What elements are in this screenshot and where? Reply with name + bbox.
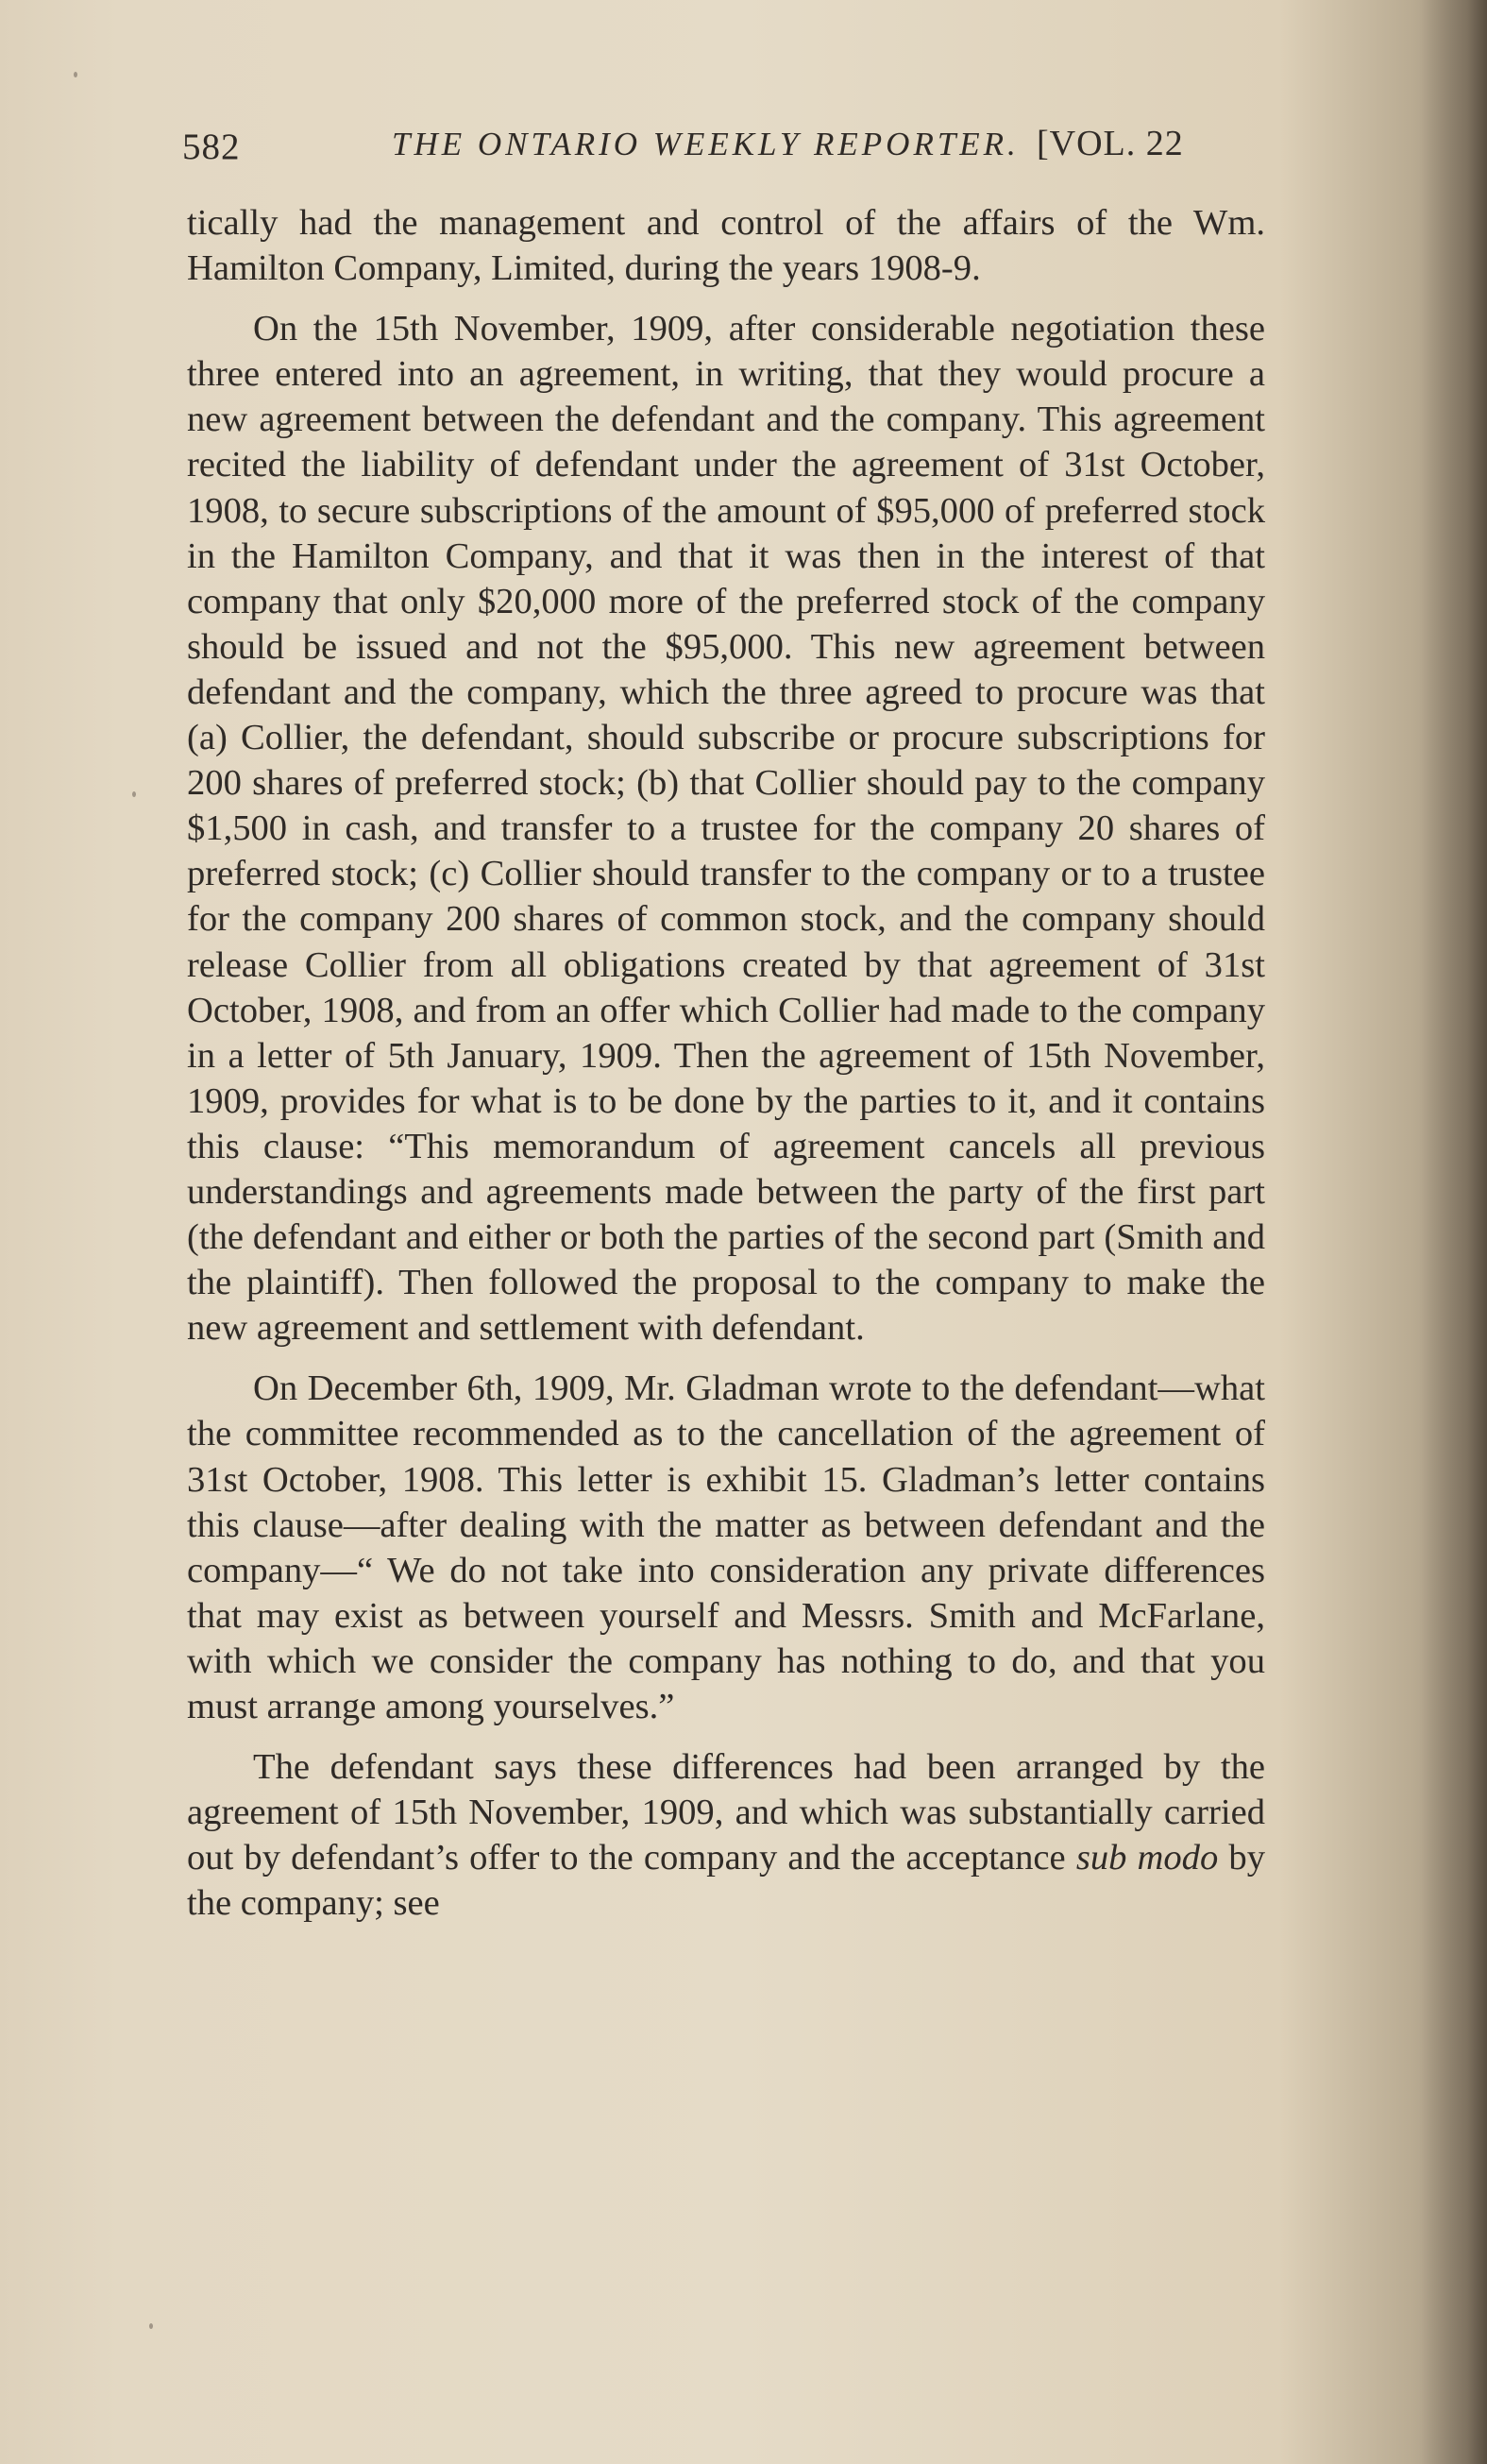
ink-speck [132, 791, 136, 797]
paragraph: On the 15th November, 1909, after considerable negotiation these three entered into an agreement, in writing, that they would procure a new agreement between the defendant and the company. This agreement recited the liability of defendant under the agreement of 31st October, 1908, to secure subscriptions of the amount of $95,000 of preferred stock in the Hamilton Company, and that it was then in the interest of that company that only $20,000 more of the preferred stock of the company should be issued and not the $95,000. This new agreement between defendant and the company, which the three agreed to procure was that (a) Collier, the defendant, should subscribe or procure subscriptions for 200 shares of preferred stock; (b) that Collier should pay to the company $1,500 in cash, and transfer to a trustee for the company 20 shares of preferred stock; (c) Collier should transfer to the company or to a trustee for the company 200 shares of common stock, and the company should release Collier from all obligations created by that agreement of 31st October, 1908, and from an offer which Collier had made to the company in a letter of 5th January, 1909. Then the agreement of 15th November, 1909, provides for what is to be done by the parties to it, and it contains this clause: “This memorandum of agreement cancels all previous understandings and agreements made between the party of the first part (the defendant and either or both the parties of the second part (Smith and the plaintiff). Then followed the proposal to the company to make the new agreement and settlement with defendant. [187, 309, 1265, 1349]
ink-speck [74, 72, 77, 77]
paragraph [187, 1744, 1265, 1926]
page-number: 582 [182, 127, 241, 167]
italic-phrase: sub modo [1075, 1838, 1219, 1878]
running-title: THE ONTARIO WEEKLY REPORTER. [392, 126, 1020, 162]
paragraph-text: by the company; see [187, 1838, 1265, 1924]
ink-speck [149, 2323, 153, 2329]
paragraph-text: The defendant says these differences had been arranged by the agreement of 15th November, 1909, and which was substantially carried out by defendant’s offer to the company and the acceptance [187, 1747, 1265, 1878]
paragraph: On December 6th, 1909, Mr. Gladman wrote to the defendant—what the committee recommended as to the cancellation of the agreement of 31st October, 1908. This letter is exhibit 15. Gladman’s letter contains this clause—after dealing with the matter as between defendant and the company—“ We do not take into consideration any private differences that may exist as between yourself and Messrs. Smith and McFarlane, with which we consider the company has nothing to do, and that you must arrange among yourselves.” [187, 1368, 1265, 1726]
body-text [187, 200, 1265, 1926]
paragraph: tically had the management and control of the affairs of the Wm. Hamilton Company, Limited, during the years 1908-9. [187, 203, 1265, 289]
volume-label: [VOL. 22 [1037, 124, 1184, 163]
running-header [182, 118, 1259, 171]
